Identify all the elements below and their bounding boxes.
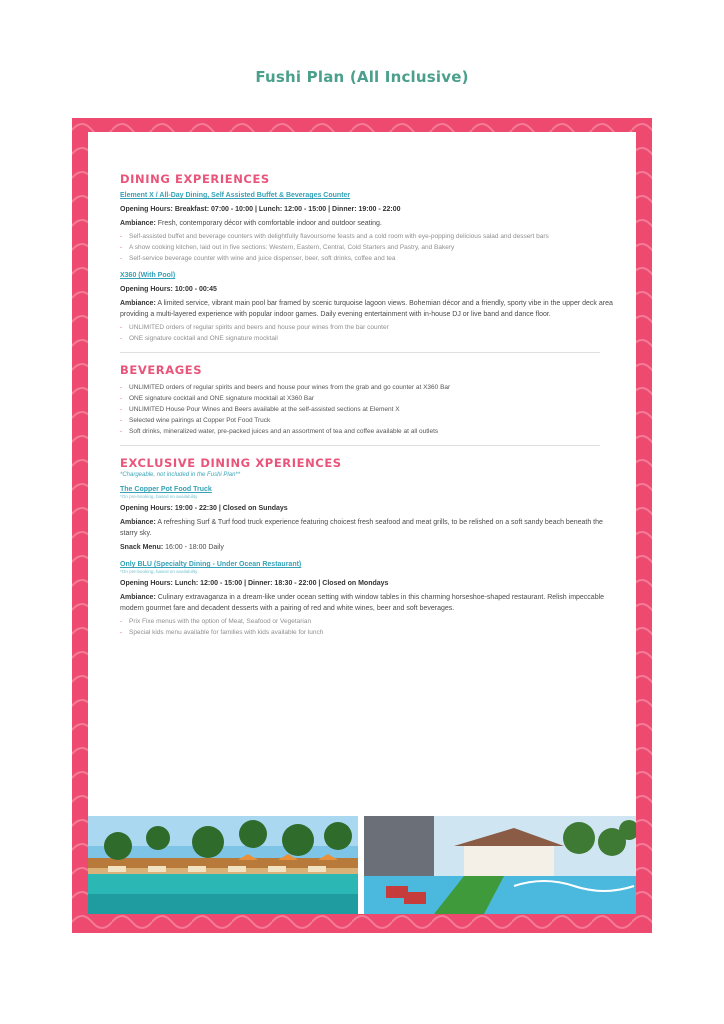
snack-value: 16:00 - 18:00 Daily xyxy=(165,544,224,551)
page-title: Fushi Plan (All Inclusive) xyxy=(255,68,469,86)
x360-heading: X360 (With Pool) xyxy=(120,272,176,279)
hours-label: Opening Hours: xyxy=(120,505,173,512)
beverages-list xyxy=(120,383,620,437)
divider xyxy=(120,352,600,353)
hours-value: 19:00 - 22:30 | Closed on Sundays xyxy=(174,505,288,512)
content xyxy=(120,172,620,642)
list-item: - UNLIMITED House Pour Wines and Beers available at the self-assisted sections at Element X xyxy=(120,405,620,415)
only-blu-ambiance xyxy=(120,592,620,614)
hours-label: Opening Hours: xyxy=(120,206,173,213)
list-item: - Self-service beverage counter with wine and juice dispenser, beer, soft drinks, coffee and tea xyxy=(120,254,620,264)
only-blu-list xyxy=(120,617,620,638)
element-x-hours xyxy=(120,204,620,215)
copper-pot-note: *On pre-booking, based on availability xyxy=(120,494,198,499)
pool-photo-right xyxy=(364,816,636,914)
list-item: - Special kids menu available for families with kids available for lunch xyxy=(120,628,620,638)
content-panel xyxy=(88,132,636,914)
copper-pot-ambiance xyxy=(120,517,620,539)
list-item: - ONE signature cocktail and ONE signature mocktail xyxy=(120,334,620,344)
list-item: - Prix Fixe menus with the option of Meat, Seafood or Vegetarian xyxy=(120,617,620,627)
decorative-frame xyxy=(72,118,652,933)
copper-pot-hours xyxy=(120,503,620,514)
resort-pool-image xyxy=(88,816,358,914)
x360-list xyxy=(120,323,620,344)
list-item: - UNLIMITED orders of regular spirits and beers and house pour wines from the grab and go counter at X360 Bar xyxy=(120,383,620,393)
x360-hours xyxy=(120,284,620,295)
only-blu-note: *On pre-booking, based on availability xyxy=(120,569,198,574)
element-x-list xyxy=(120,232,620,264)
pool-photo-left xyxy=(88,816,358,914)
element-x-heading: Element X / All-Day Dining, Self Assisted Buffet & Beverages Counter xyxy=(120,192,351,199)
ambiance-text: Culinary extravaganza in a dream-like under ocean setting with window tables in this charming horseshoe-shaped restaurant. Relish impeccable modern gourmet fare and decadent desserts with a pairing of red and white wines, beer and soft beverages. xyxy=(120,594,605,612)
list-item: - Selected wine pairings at Copper Pot Food Truck xyxy=(120,416,620,426)
ambiance-label: Ambiance: xyxy=(120,594,156,601)
exclusive-subtitle: *Chargeable, not included in the Fushi Plan** xyxy=(120,472,241,478)
divider xyxy=(120,445,600,446)
hours-label: Opening Hours: xyxy=(120,580,173,587)
hours-value: Lunch: 12:00 - 15:00 | Dinner: 18:30 - 22:00 | Closed on Mondays xyxy=(174,580,389,587)
hours-value: Breakfast: 07:00 - 10:00 | Lunch: 12:00 - 15:00 | Dinner: 19:00 - 22:00 xyxy=(174,206,401,213)
element-x-ambiance xyxy=(120,218,620,229)
ambiance-text: Fresh, contemporary décor with comfortable indoor and outdoor seating. xyxy=(157,220,382,227)
x360-ambiance xyxy=(120,298,620,320)
snack-label: Snack Menu: xyxy=(120,544,164,551)
hours-value: 10:00 - 00:45 xyxy=(174,286,217,293)
list-item: - A show cooking kitchen, laid out in five sections: Western, Eastern, Central, Cold Starters and Pastry, and Bakery xyxy=(120,243,620,253)
copper-pot-snack xyxy=(120,542,620,553)
dining-section-title: DINING EXPERIENCES xyxy=(120,172,270,186)
list-item: - ONE signature cocktail and ONE signature mocktail at X360 Bar xyxy=(120,394,620,404)
exclusive-section-title: EXCLUSIVE DINING XPERIENCES xyxy=(120,456,342,470)
list-item: - Self-assisted buffet and beverage counters with delightfully flavoursome feasts and a cold room with eye-popping delicious salad and dessert bars xyxy=(120,232,620,242)
poolside-image xyxy=(364,816,636,914)
list-item: - Soft drinks, mineralized water, pre-packed juices and an assortment of tea and coffee available at all outlets xyxy=(120,427,620,437)
list-item: - UNLIMITED orders of regular spirits and beers and house pour wines from the bar counter xyxy=(120,323,620,333)
ambiance-text: A limited service, vibrant main pool bar framed by scenic turquoise lagoon views. Bohemian décor and a friendly, sporty vibe in the upper deck area providing a multi-layered experience with popular indoor games. Daily evening entertainment with in-house DJ or live band and dance floor. xyxy=(120,300,613,318)
ambiance-label: Ambiance: xyxy=(120,220,156,227)
ambiance-text: A refreshing Surf & Turf food truck experience featuring choicest fresh seafood and meat grills, to be relished on a soft sandy beach beneath the starry sky. xyxy=(120,519,603,537)
copper-pot-heading: The Copper Pot Food Truck xyxy=(120,486,212,493)
only-blu-heading: Only BLU (Specialty Dining - Under Ocean Restaurant) xyxy=(120,561,302,568)
hours-label: Opening Hours: xyxy=(120,286,173,293)
ambiance-label: Ambiance: xyxy=(120,519,156,526)
beverages-section-title: BEVERAGES xyxy=(120,363,203,377)
ambiance-label: Ambiance: xyxy=(120,300,156,307)
only-blu-hours xyxy=(120,578,620,589)
